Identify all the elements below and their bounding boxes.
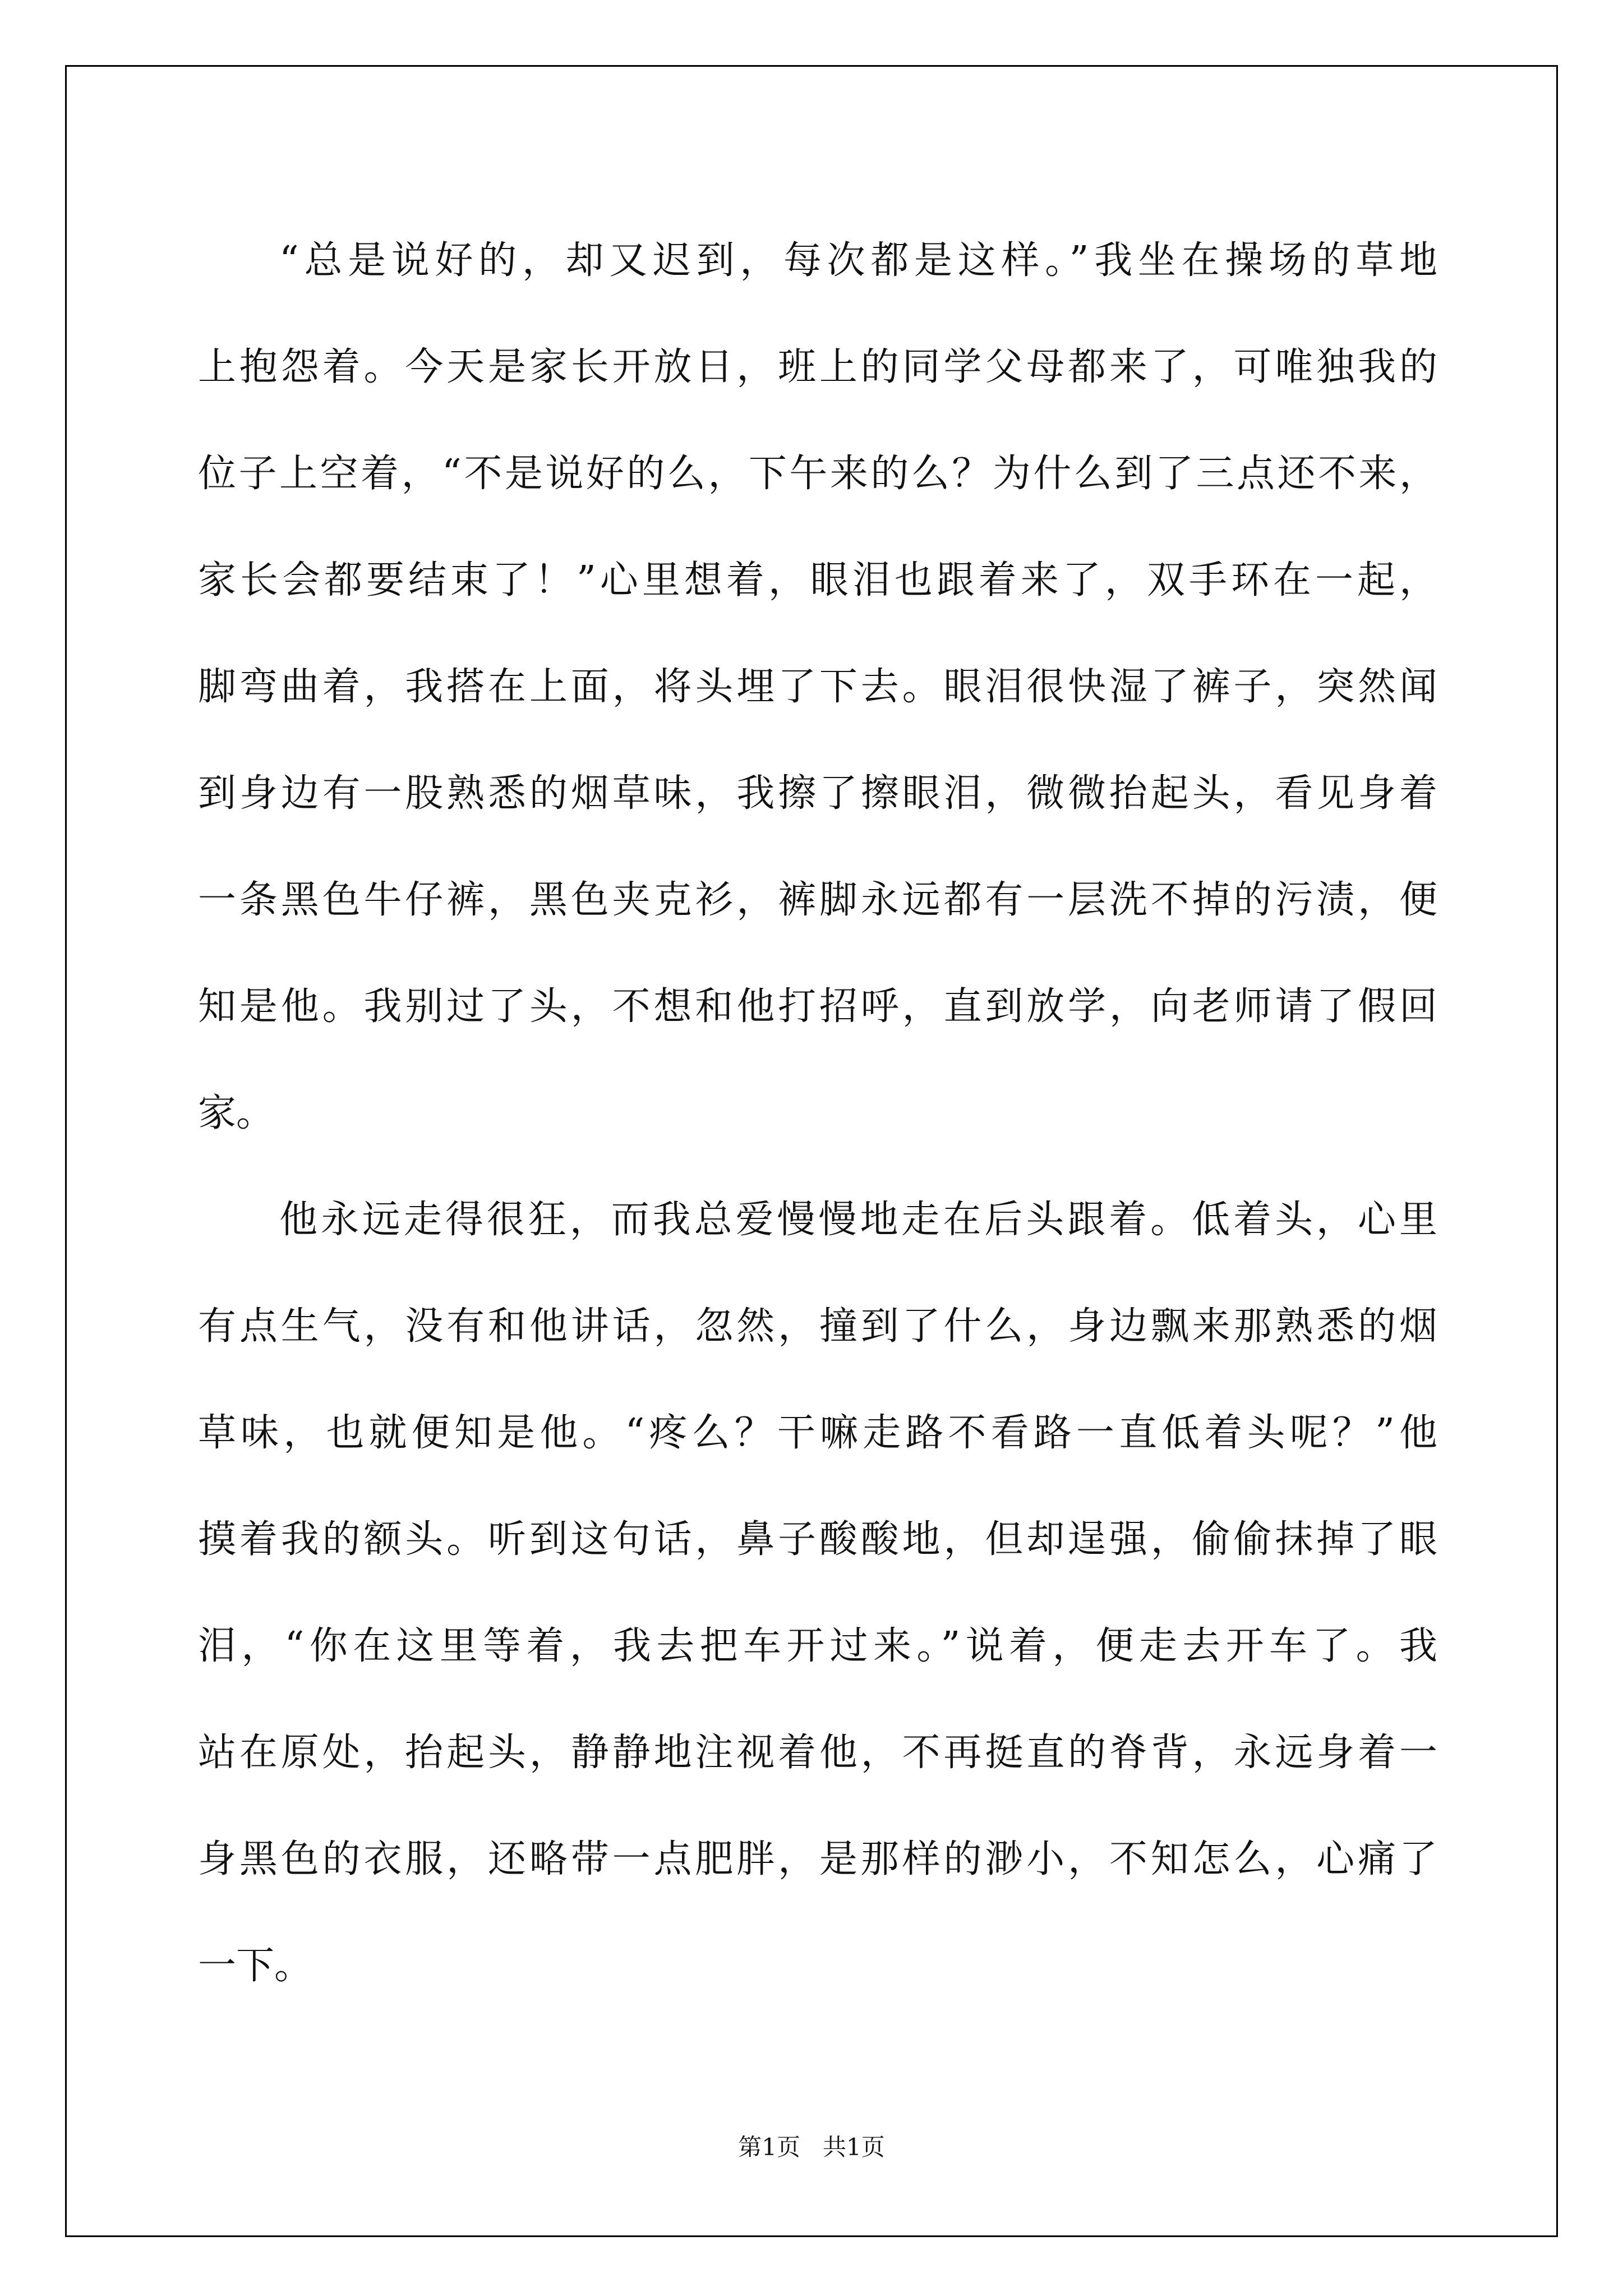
paragraph-2-line-1: 他永远走得很狂，而我总爱慢慢地走在后头跟着。低着头，心里 xyxy=(279,1198,1437,1242)
page-number-current: 第1页 xyxy=(738,2133,800,2161)
paragraph-2-line-5: 泪，“你在这里等着，我去把车开过来。”说着，便走去开车了。我 xyxy=(198,1624,1437,1668)
paragraph-1-line-9: 家。 xyxy=(198,1091,275,1135)
paragraph-2-line-6: 站在原处，抬起头，静静地注视着他，不再挺直的脊背，永远身着一 xyxy=(198,1731,1437,1775)
page-footer xyxy=(0,2129,1623,2162)
paragraph-1-line-6: 到身边有一股熟悉的烟草味，我擦了擦眼泪，微微抬起头，看见身着 xyxy=(198,771,1437,816)
paragraph-2-line-4: 摸着我的额头。听到这句话，鼻子酸酸地，但却逞强，偷偷抹掉了眼 xyxy=(198,1517,1437,1562)
paragraph-2-line-2: 有点生气，没有和他讲话，忽然，撞到了什么，身边飘来那熟悉的烟 xyxy=(198,1304,1437,1349)
paragraph-1-line-3: 位子上空着，“不是说好的么，下午来的么？为什么到了三点还不来， xyxy=(198,452,1437,496)
paragraph-1-line-5: 脚弯曲着，我搭在上面，将头埋了下去。眼泪很快湿了裤子，突然闻 xyxy=(198,665,1437,709)
paragraph-1-line-7: 一条黑色牛仔裤，黑色夹克衫，裤脚永远都有一层洗不掉的污渍，便 xyxy=(198,878,1437,922)
paragraph-2-line-8: 一下。 xyxy=(198,1944,313,1988)
paragraph-2-line-7: 身黑色的衣服，还略带一点肥胖，是那样的渺小，不知怎么，心痛了 xyxy=(198,1837,1437,1881)
paragraph-1-line-2: 上抱怨着。今天是家长开放日，班上的同学父母都来了，可唯独我的 xyxy=(198,345,1437,389)
paragraph-1-line-1: “总是说好的，却又迟到，每次都是这样。”我坐在操场的草地 xyxy=(279,238,1437,283)
paragraph-1-line-8: 知是他。我别过了头，不想和他打招呼，直到放学，向老师请了假回 xyxy=(198,984,1437,1029)
page-number-total: 共1页 xyxy=(823,2133,885,2161)
paragraph-2-line-3: 草味，也就便知是他。“疼么？干嘛走路不看路一直低着头呢？”他 xyxy=(198,1411,1437,1455)
document-body xyxy=(198,208,1437,2019)
paragraph-1-line-4: 家长会都要结束了！”心里想着，眼泪也跟着来了，双手环在一起， xyxy=(198,558,1437,602)
